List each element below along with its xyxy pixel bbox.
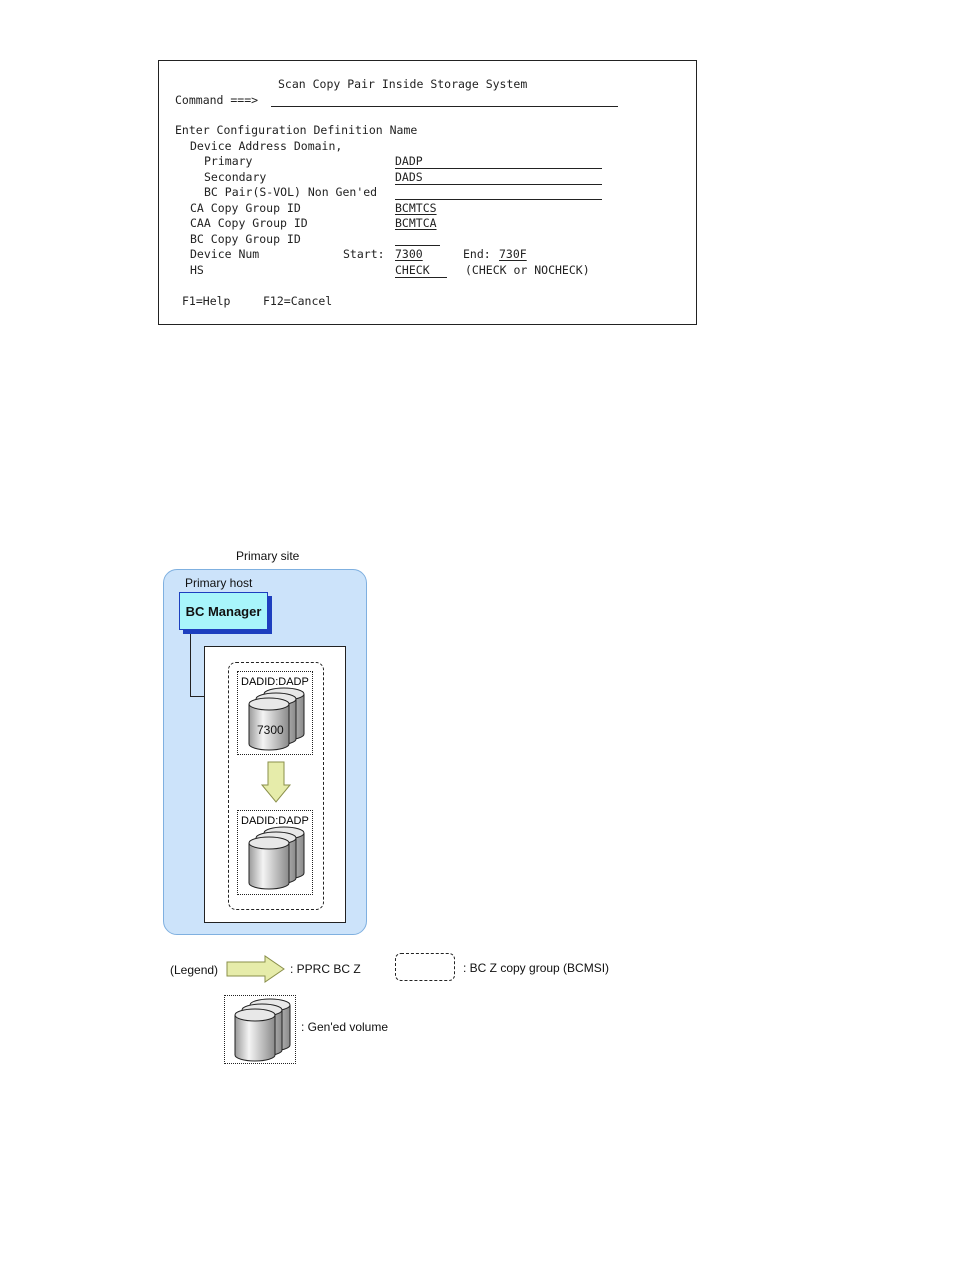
primary-label: Primary [204,154,253,168]
primary-site-label: Primary site [236,549,300,563]
end-field[interactable]: 730F [499,247,527,261]
bc-copy-group-label: BC Copy Group ID [190,232,301,246]
bc-copy-group-field-underline [395,245,440,246]
ca-copy-group-label: CA Copy Group ID [190,201,301,215]
hs-field[interactable]: CHECK [395,263,430,277]
caa-copy-group-label: CAA Copy Group ID [190,216,308,230]
bc-copy-group-field[interactable] [395,232,440,246]
enter-config-label: Enter Configuration Definition Name [175,123,418,137]
host-connector-line-horizontal [190,696,204,697]
bc-pair-label: BC Pair(S-VOL) Non Gen'ed [204,185,378,199]
caa-copy-group-field[interactable]: BCMTCA [395,216,437,230]
bc-pair-field-underline [395,199,602,200]
secondary-volume-dadid: DADID:DADP [241,815,309,827]
legend-label: (Legend) [170,963,219,977]
hs-field-underline [395,277,447,278]
primary-volume-cylinder-icon [248,688,306,750]
f12-cancel-key[interactable]: F12=Cancel [263,294,333,308]
secondary-volume-cylinder-icon [248,827,306,889]
f1-help-key[interactable]: F1=Help [182,294,231,308]
primary-volume-number: 7300 [257,723,284,737]
start-label: Start: [343,247,385,261]
legend-copy-group-label: : BC Z copy group (BCMSI) [463,961,610,975]
primary-volume-dadid: DADID:DADP [241,676,309,688]
secondary-label: Secondary [204,170,267,184]
secondary-field[interactable]: DADS [395,170,423,184]
bc-manager-box: BC Manager [179,592,268,630]
end-label: End: [463,247,491,261]
panel-title: Scan Copy Pair Inside Storage System [278,77,528,91]
hs-hint: (CHECK or NOCHECK) [465,263,590,277]
command-input[interactable] [271,93,617,107]
scan-copy-pair-panel [158,60,697,325]
start-field[interactable]: 7300 [395,247,423,261]
bc-pair-field[interactable] [395,185,602,199]
primary-field[interactable]: DADP [395,154,423,168]
primary-field-underline [395,168,602,169]
pprc-copy-arrow-icon [261,761,291,803]
primary-host-label: Primary host [185,576,253,590]
command-input-underline [271,106,618,107]
legend-gened-label: : Gen'ed volume [301,1020,389,1034]
hs-label: HS [190,263,204,277]
legend-pprc-label: : PPRC BC Z [290,962,361,976]
host-connector-line [190,634,191,696]
device-num-label: Device Num [190,247,260,261]
legend-copy-group-icon [395,953,455,981]
ca-copy-group-field[interactable]: BCMTCS [395,201,437,215]
legend-volume-cylinder-icon [234,999,292,1061]
legend-arrow-icon [226,955,286,983]
command-label: Command ===> [175,93,259,107]
domain-label: Device Address Domain, [190,139,343,153]
